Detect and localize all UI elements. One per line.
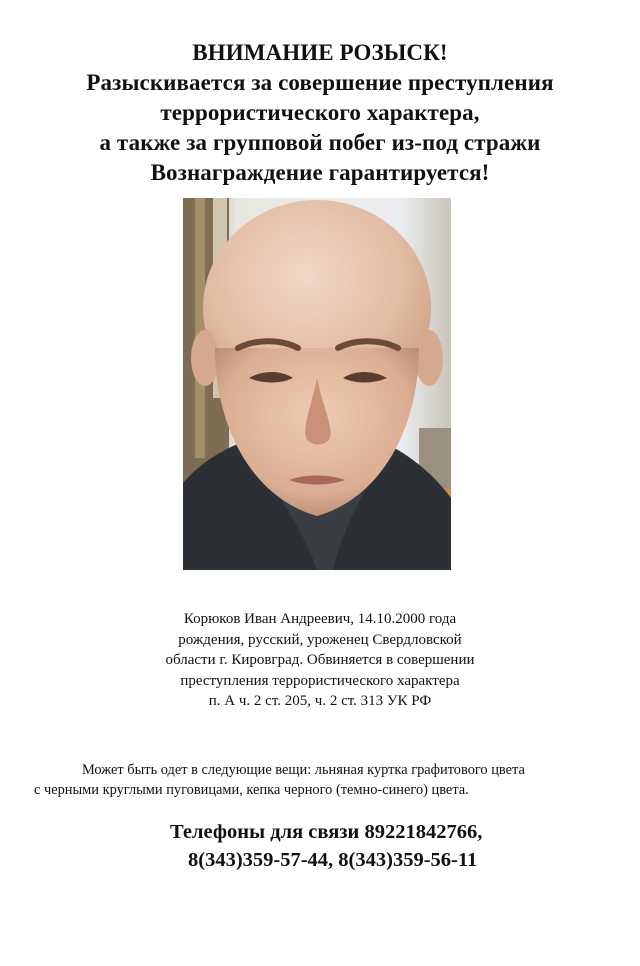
description-line-4: преступления террористического характера — [180, 672, 460, 689]
clothing-line-2: с черными круглыми пуговицами, кепка черного (темно-синего) цвета. — [34, 782, 469, 798]
header-line-4: а также за групповой побег из-под стражи — [99, 130, 541, 155]
suspect-photo — [183, 198, 451, 570]
wanted-header — [0, 38, 640, 188]
header-title: ВНИМАНИЕ РОЗЫСК! — [192, 40, 448, 65]
header-line-2: Разыскивается за совершение преступления — [86, 70, 554, 95]
description-line-2: рождения, русский, уроженец Свердловской — [178, 631, 462, 648]
contacts-line-2: 8(343)359-57-44, 8(343)359-56-11 — [188, 849, 478, 871]
suspect-description — [0, 609, 640, 712]
contact-phones — [170, 818, 630, 874]
contacts-line-1: Телефоны для связи 89221842766, — [170, 821, 483, 843]
clothing-line-1: Может быть одет в следующие вещи: льняная куртка графитового цвета — [82, 762, 525, 778]
clothing-description — [34, 760, 634, 800]
description-line-1: Корюков Иван Андреевич, 14.10.2000 года — [183, 611, 457, 627]
description-line-5: п. А ч. 2 ст. 205, ч. 2 ст. 313 УК РФ — [208, 693, 432, 709]
header-line-3: террористического характера, — [160, 100, 480, 125]
description-line-3: области г. Кировград. Обвиняется в совершении — [165, 652, 475, 668]
header-line-5: Вознаграждение гарантируется! — [150, 160, 490, 185]
